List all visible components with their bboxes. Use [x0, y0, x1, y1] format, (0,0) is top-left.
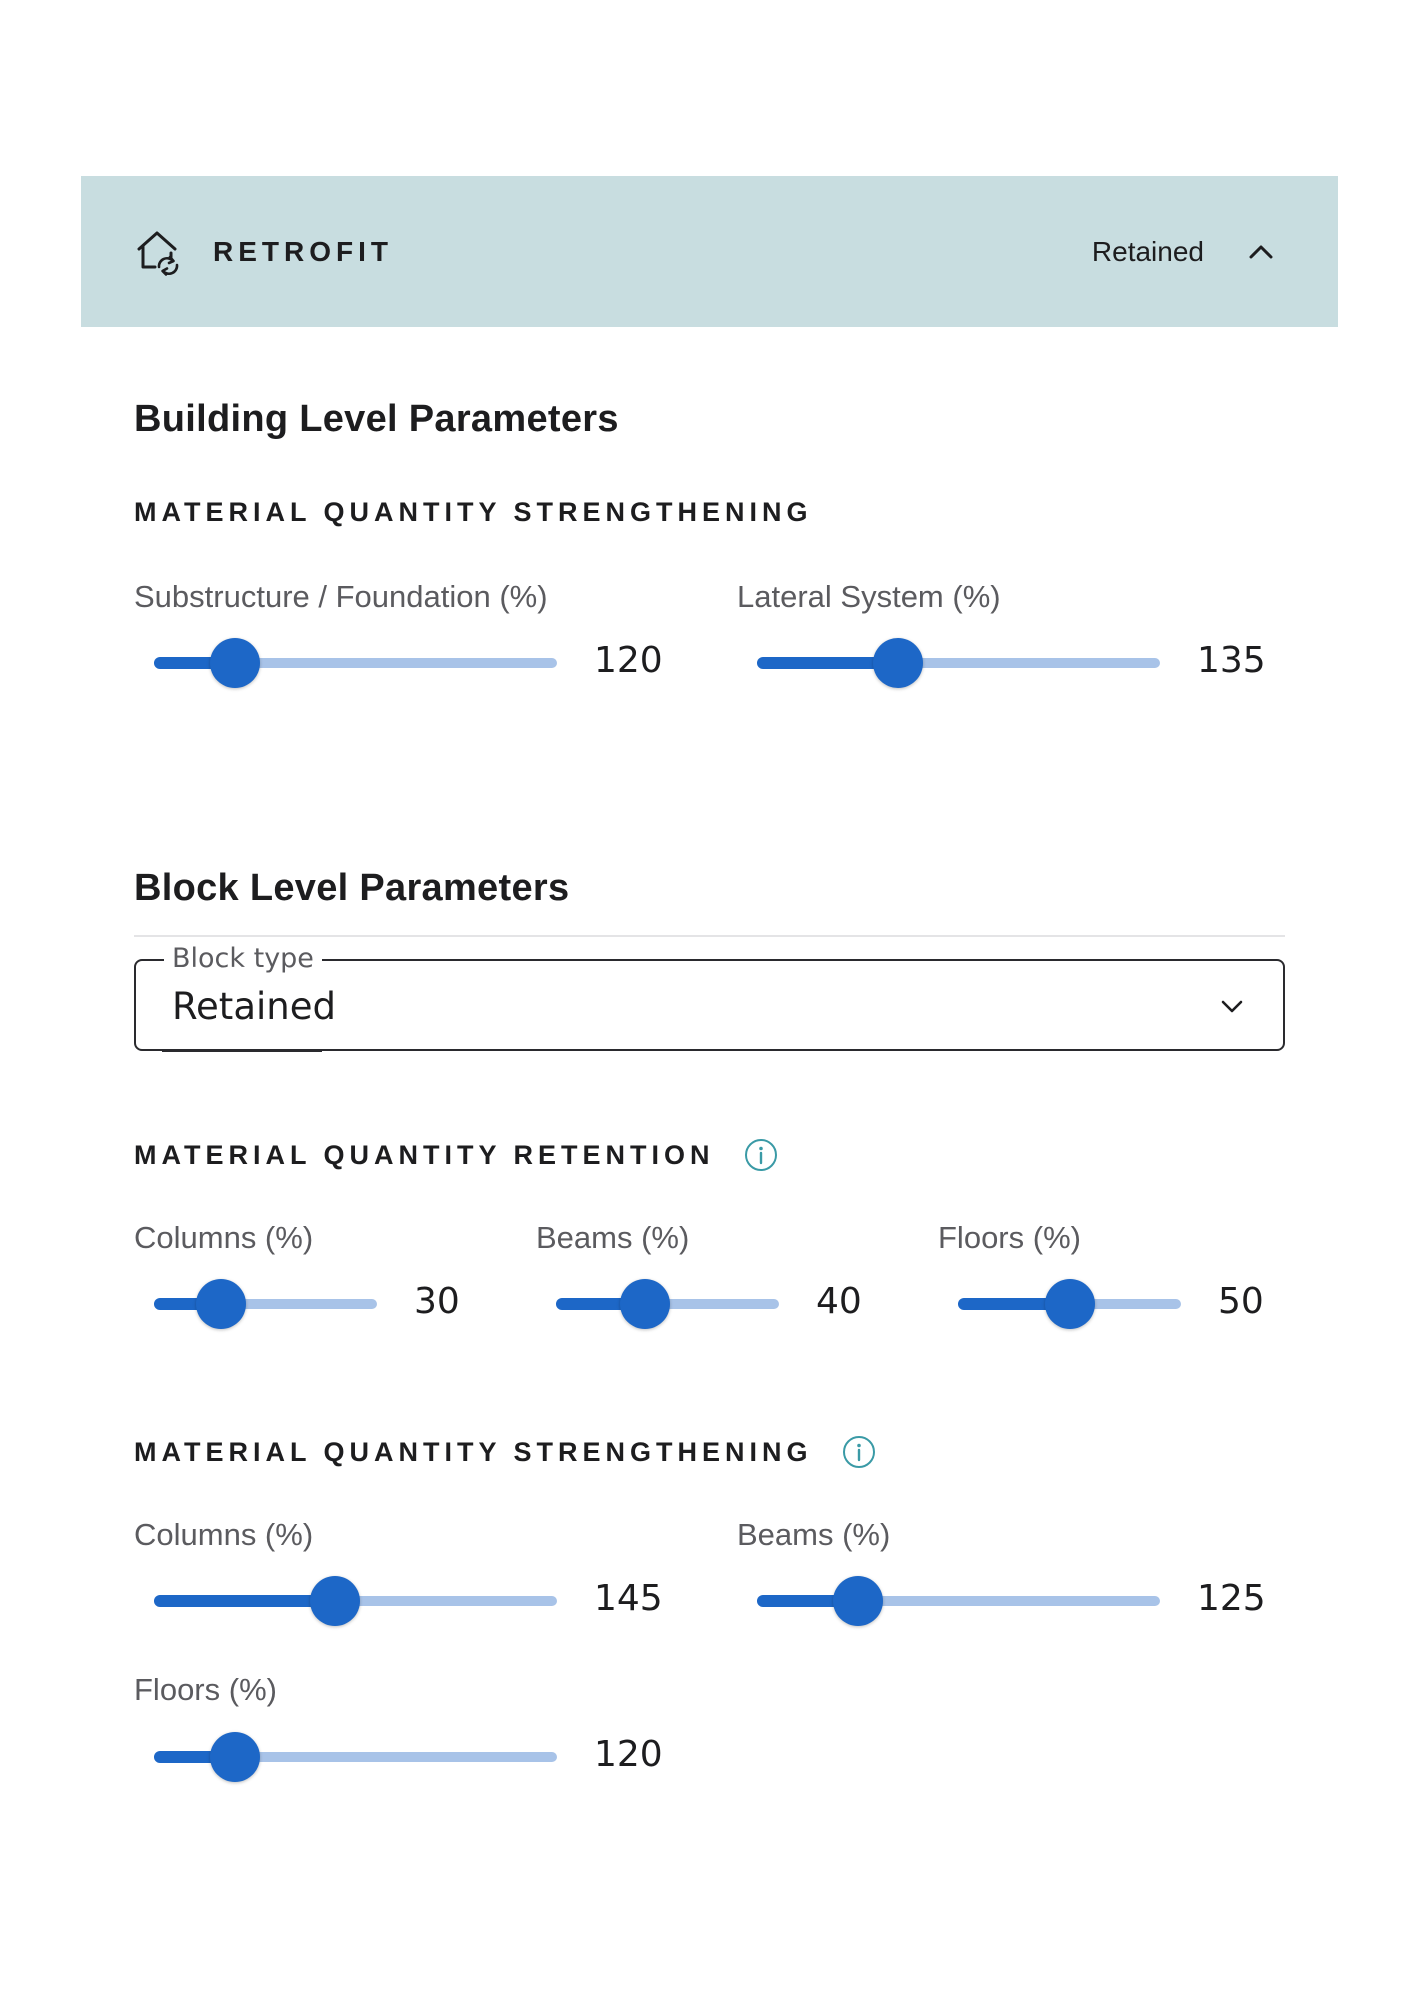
slider-value-lateral: 135 — [1197, 640, 1266, 681]
info-icon[interactable] — [841, 1434, 877, 1470]
block-retention-title — [134, 1137, 779, 1173]
block-strengthening-title — [134, 1434, 877, 1470]
slider-thumb[interactable] — [620, 1279, 670, 1329]
slider-strengthening-floors[interactable] — [154, 1737, 557, 1777]
slider-label-retention-floors: Floors (%) — [938, 1220, 1081, 1255]
slider-thumb[interactable] — [310, 1576, 360, 1626]
slider-thumb[interactable] — [210, 638, 260, 688]
slider-retention-columns[interactable] — [154, 1284, 377, 1324]
block-type-select[interactable] — [134, 943, 1285, 1051]
slider-value-retention-beams: 40 — [816, 1281, 862, 1322]
slider-retention-floors[interactable] — [958, 1284, 1181, 1324]
slider-label-retention-columns: Columns (%) — [134, 1220, 314, 1255]
slider-track — [154, 1595, 335, 1607]
block-strengthening-title-text: MATERIAL QUANTITY STRENGTHENING — [134, 1436, 813, 1467]
slider-value-strengthening-columns: 145 — [594, 1578, 663, 1619]
slider-strengthening-beams[interactable] — [757, 1581, 1160, 1621]
slider-value-retention-floors: 50 — [1218, 1281, 1264, 1322]
slider-label-strengthening-beams: Beams (%) — [737, 1517, 891, 1552]
panel-content — [81, 327, 1338, 1947]
info-icon[interactable] — [743, 1137, 779, 1173]
section-divider — [134, 935, 1285, 937]
slider-label-retention-beams: Beams (%) — [536, 1220, 690, 1255]
slider-lateral[interactable] — [757, 643, 1160, 683]
block-type-legend: Block type — [164, 943, 322, 974]
slider-thumb[interactable] — [1045, 1279, 1095, 1329]
slider-thumb[interactable] — [873, 638, 923, 688]
slider-thumb[interactable] — [210, 1732, 260, 1782]
panel-title: RETROFIT — [213, 235, 393, 267]
slider-thumb[interactable] — [833, 1576, 883, 1626]
slider-strengthening-columns[interactable] — [154, 1581, 557, 1621]
select-underline — [162, 1050, 322, 1052]
status-text: Retained — [1091, 235, 1204, 267]
block-section-title: Block Level Parameters — [134, 867, 570, 909]
slider-label-strengthening-columns: Columns (%) — [134, 1517, 314, 1552]
slider-value-substructure: 120 — [594, 640, 663, 681]
chevron-up-icon[interactable] — [1246, 237, 1276, 267]
slider-label-lateral: Lateral System (%) — [737, 579, 1001, 614]
slider-thumb[interactable] — [196, 1279, 246, 1329]
building-section-title: Building Level Parameters — [134, 398, 619, 440]
slider-value-strengthening-beams: 125 — [1197, 1578, 1266, 1619]
slider-value-retention-columns: 30 — [414, 1281, 460, 1322]
house-refresh-icon — [135, 227, 185, 277]
block-retention-title-text: MATERIAL QUANTITY RETENTION — [134, 1139, 715, 1170]
building-strengthening-title — [134, 497, 813, 528]
block-type-value: Retained — [172, 985, 336, 1028]
slider-retention-beams[interactable] — [556, 1284, 779, 1324]
slider-label-strengthening-floors: Floors (%) — [134, 1672, 277, 1707]
building-strengthening-title-text: MATERIAL QUANTITY STRENGTHENING — [134, 497, 813, 527]
retrofit-header[interactable] — [81, 176, 1338, 327]
slider-value-strengthening-floors: 120 — [594, 1734, 663, 1775]
retrofit-panel — [81, 176, 1338, 1947]
slider-substructure[interactable] — [154, 643, 557, 683]
chevron-down-icon[interactable] — [1217, 991, 1247, 1021]
slider-label-substructure: Substructure / Foundation (%) — [134, 579, 548, 614]
